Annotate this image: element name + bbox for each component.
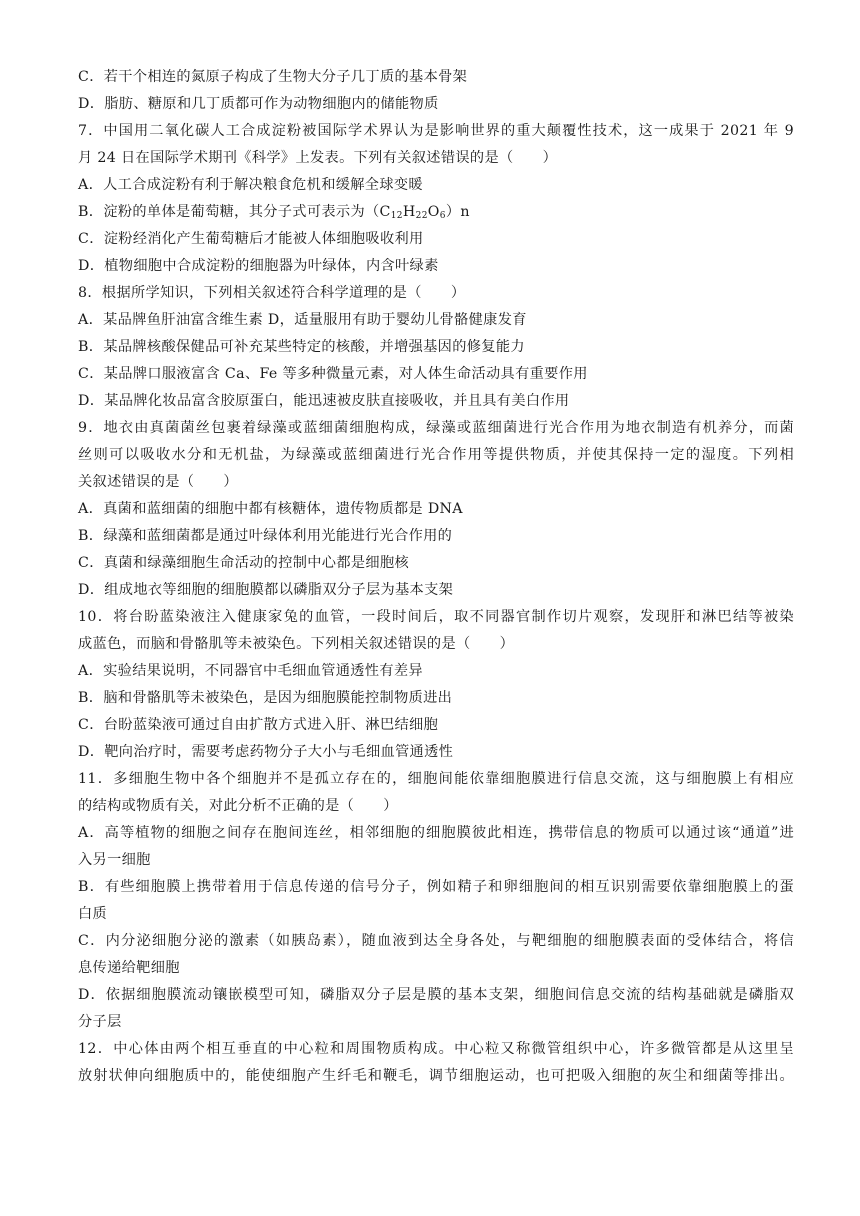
formula-subscript: 12 xyxy=(390,211,403,221)
text-line: A．人工合成淀粉有利于解决粮食危机和缓解全球变暖 xyxy=(78,177,423,193)
text-line: D．靶向治疗时，需要考虑药物分子大小与毛细血管通透性 xyxy=(78,744,454,760)
text-line: D．植物细胞中合成淀粉的细胞器为叶绿体，内含叶绿素 xyxy=(78,258,439,274)
text-line: 入另一细胞 xyxy=(78,852,151,868)
formula-text: B．淀粉的单体是葡萄糖，其分子式可表示为（C xyxy=(78,204,391,220)
text-line: C．若干个相连的氮原子构成了生物大分子几丁质的基本骨架 xyxy=(78,69,468,85)
text-line: D．组成地衣等细胞的细胞膜都以磷脂双分子层为基本支架 xyxy=(78,582,454,598)
text-line: 10．将台盼蓝染液注入健康家兔的血管，一段时间后，取不同器官制作切片观察，发现肝和淋巴结等被染 xyxy=(78,609,794,625)
text-line: 11．多细胞生物中各个细胞并不是孤立存在的，细胞间能依靠细胞膜进行信息交流，这与细胞膜上有相应 xyxy=(78,771,794,787)
text-line: 7．中国用二氧化碳人工合成淀粉被国际学术界认为是影响世界的重大颠覆性技术，这一成果于 2021 年 9 xyxy=(78,123,794,139)
text-line: C．真菌和绿藻细胞生命活动的控制中心都是细胞核 xyxy=(78,555,410,571)
text-line: 息传递给靶细胞 xyxy=(78,960,180,976)
text-line: 8．根据所学知识，下列相关叙述符合科学道理的是（ ） xyxy=(78,285,466,301)
formula-subscript: 6 xyxy=(439,211,446,221)
text-line: 丝则可以吸收水分和无机盐，为绿藻或蓝细菌进行光合作用等提供物质，并使其保持一定的湿度。下列相 xyxy=(78,447,794,463)
text-line: A．实验结果说明，不同器官中毛细血管通透性有差异 xyxy=(78,663,423,679)
text-line: 成蓝色，而脑和骨骼肌等未被染色。下列相关叙述错误的是（ ） xyxy=(78,636,515,652)
text-line: 分子层 xyxy=(78,1014,122,1030)
text-line: 放射状伸向细胞质中的，能使细胞产生纤毛和鞭毛，调节细胞运动，也可把吸入细胞的灰尘和细菌等排出。 xyxy=(78,1068,794,1084)
formula-text: O xyxy=(427,204,440,220)
text-line: C．台盼蓝染液可通过自由扩散方式进入肝、淋巴结细胞 xyxy=(78,717,439,733)
text-line: A．真菌和蓝细菌的细胞中都有核糖体，遗传物质都是 DNA xyxy=(78,501,463,517)
text-line: B．脑和骨骼肌等未被染色，是因为细胞膜能控制物质进出 xyxy=(78,690,453,706)
text-line: 9．地衣由真菌菌丝包裹着绿藻或蓝细菌细胞构成，绿藻或蓝细菌进行光合作用为地衣制造有机养分，而菌 xyxy=(78,420,794,436)
exam-page xyxy=(78,64,794,1090)
text-line: B．有些细胞膜上携带着用于信息传递的信号分子，例如精子和卵细胞间的相互识别需要依靠细胞膜上的蛋 xyxy=(78,879,794,895)
text-line: D．依据细胞膜流动镶嵌模型可知，磷脂双分子层是膜的基本支架，细胞间信息交流的结构基础就是磷脂双 xyxy=(78,987,794,1003)
text-line: C．内分泌细胞分泌的激素（如胰岛素），随血液到达全身各处，与靶细胞的细胞膜表面的受体结合，将信 xyxy=(78,933,794,949)
text-line: 月 24 日在国际学术期刊《科学》上发表。下列有关叙述错误的是（ ） xyxy=(78,150,558,166)
text-line: B．某品牌核酸保健品可补充某些特定的核酸，并增强基因的修复能力 xyxy=(78,339,525,355)
text-line: 12．中心体由两个相互垂直的中心粒和周围物质构成。中心粒又称微管组织中心，许多微管都是从这里呈 xyxy=(78,1041,794,1057)
text-line: 白质 xyxy=(78,906,108,922)
text-line: D．某品牌化妆品富含胶原蛋白，能迅速被皮肤直接吸收，并且具有美白作用 xyxy=(78,393,570,409)
text-line: 关叙述错误的是（ ） xyxy=(78,474,238,490)
text-line: C．某品牌口服液富含 Ca、Fe 等多种微量元素，对人体生命活动具有重要作用 xyxy=(78,366,588,382)
text-line: D．脂肪、糖原和几丁质都可作为动物细胞内的储能物质 xyxy=(78,96,439,112)
text-line: A．高等植物的细胞之间存在胞间连丝，相邻细胞的细胞膜彼此相连，携带信息的物质可以通过该“通道”进 xyxy=(78,825,794,841)
text-line xyxy=(78,199,794,226)
text-line: B．绿藻和蓝细菌都是通过叶绿体利用光能进行光合作用的 xyxy=(78,528,453,544)
formula-text: ）n xyxy=(445,204,470,220)
text-line: 的结构或物质有关，对此分析不正确的是（ ） xyxy=(78,798,398,814)
text-line: C．淀粉经消化产生葡萄糖后才能被人体细胞吸收利用 xyxy=(78,231,424,247)
formula-subscript: 22 xyxy=(415,211,428,221)
text-line: A．某品牌鱼肝油富含维生素 D，适量服用有助于婴幼儿骨骼健康发育 xyxy=(78,312,527,328)
formula-text: H xyxy=(402,204,416,220)
